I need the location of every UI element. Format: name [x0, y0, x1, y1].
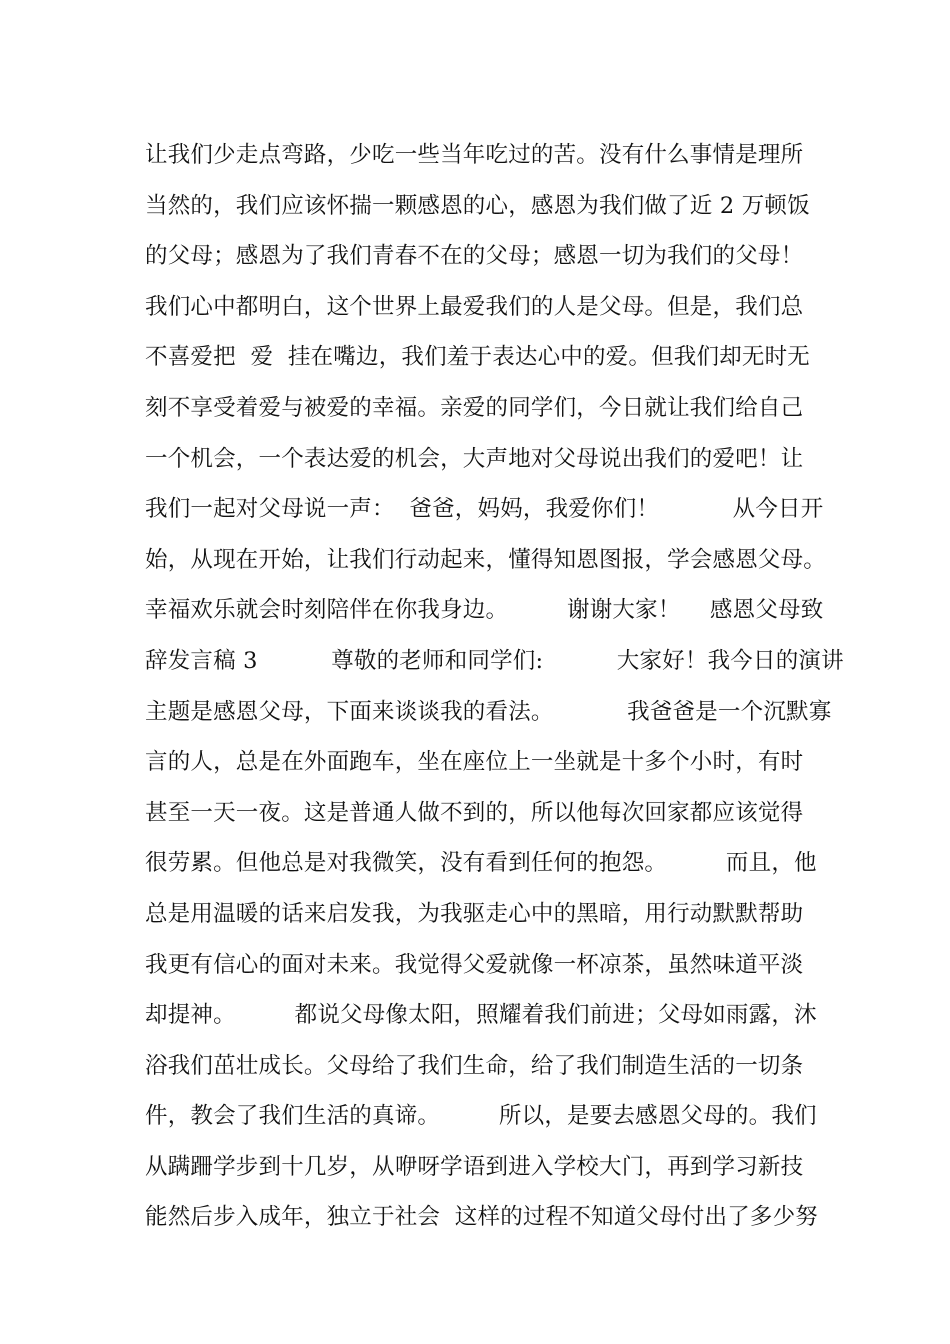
text-line: 言的人，总是在外面跑车，坐在座位上一坐就是十多个小时，有时 — [145, 749, 804, 776]
text-line: 让我们少走点弯路，少吃一些当年吃过的苦。没有什么事情是理所 — [145, 142, 804, 168]
text-line: 辞发言稿 3 尊敬的老师和同学们: 大家好！我今日的演讲 — [145, 647, 844, 674]
text-line: 从蹒跚学步到十几岁，从咿呀学语到进入学校大门，再到学习新技 — [145, 1153, 804, 1180]
text-line: 不喜爱把 爱 挂在嘴边，我们羞于表达心中的爱。但我们却无时无 — [145, 344, 811, 371]
text-line: 件，教会了我们生活的真谛。 所以，是要去感恩父母的。我们 — [145, 1103, 817, 1130]
text-line: 我们心中都明白，这个世界上最爱我们的人是父母。但是，我们总 — [145, 293, 804, 320]
body-text — [145, 130, 844, 1243]
text-line: 浴我们茁壮成长。父母给了我们生命，给了我们制造生活的一切条 — [145, 1052, 804, 1079]
text-line: 能然后步入成年，独立于社会 这样的过程不知道父母付出了多少努 — [145, 1204, 819, 1231]
text-line: 的父母；感恩为了我们青春不在的父母；感恩一切为我们的父母！ — [145, 243, 804, 270]
text-line: 很劳累。但他总是对我微笑，没有看到任何的抱怨。 而且，他 — [145, 850, 817, 877]
text-line: 一个机会，一个表达爱的机会，大声地对父母说出我们的爱吧！让 — [145, 445, 804, 472]
text-line: 我更有信心的面对未来。我觉得父爱就像一杯凉茶，虽然味道平淡 — [145, 951, 804, 978]
text-line: 刻不享受着爱与被爱的幸福。亲爱的同学们，今日就让我们给自己 — [145, 394, 804, 421]
text-line: 我们一起对父母说一声： 爸爸，妈妈，我爱你们！ 从今日开 — [145, 496, 824, 523]
text-line: 始，从现在开始，让我们行动起来，懂得知恩图报，学会感恩父母。 — [145, 546, 827, 573]
text-line: 总是用温暖的话来启发我，为我驱走心中的黑暗，用行动默默帮助 — [145, 900, 804, 927]
text-line: 当然的，我们应该怀揣一颗感恩的心，感恩为我们做了近 2 万顿饭 — [145, 192, 810, 219]
text-line: 却提神。 都说父母像太阳，照耀着我们前进；父母如雨露，沐 — [145, 1002, 817, 1029]
text-line: 甚至一天一夜。这是普通人做不到的，所以他每次回家都应该觉得 — [145, 799, 804, 826]
text-line: 主题是感恩父母，下面来谈谈我的看法。 我爸爸是一个沉默寡 — [145, 698, 832, 725]
text-line: 幸福欢乐就会时刻陪伴在你我身边。 谢谢大家！ 感恩父母致 — [145, 597, 824, 624]
